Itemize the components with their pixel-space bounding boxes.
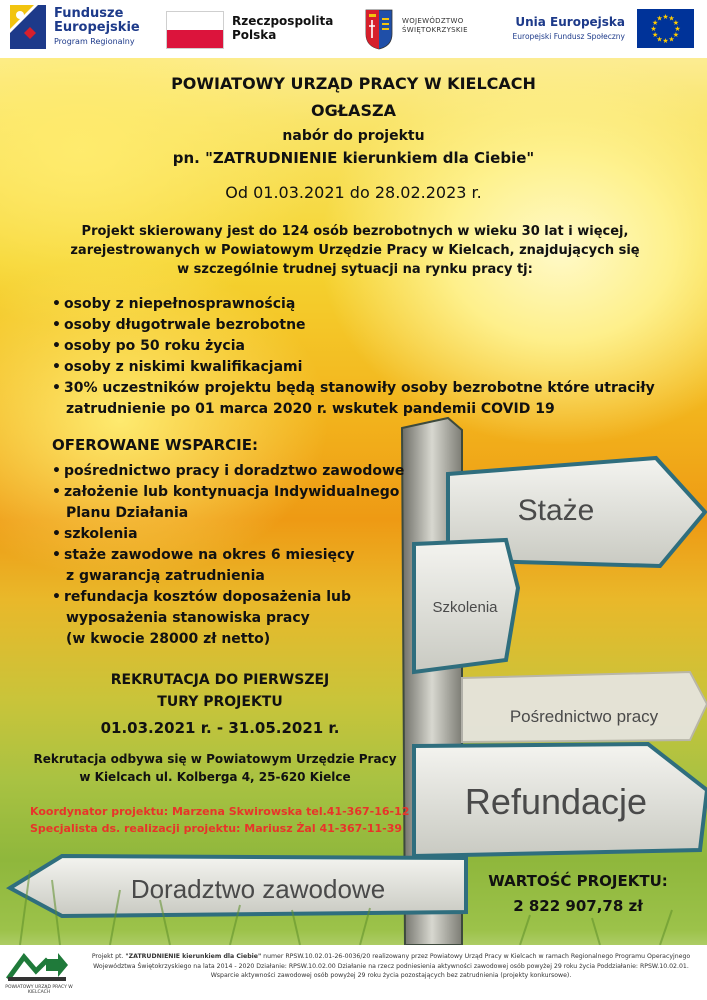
fe-line2: Europejskie: [54, 20, 140, 35]
recruitment-heading-line2: TURY PROJEKTU: [157, 694, 283, 710]
footer-line3: Wsparcie aktywności zawodowej osób powyżej 29 roku życia pozostających bez zatrudnienia (projekty konkursowe).: [210, 972, 572, 979]
list-item: • osoby długotrwale bezrobotne: [52, 315, 655, 336]
sign-doradztwo: [10, 856, 466, 916]
footer-bar: [0, 945, 707, 1000]
list-item: • 30% uczestników projektu będą stanowiły osoby bezrobotne które utraciły: [52, 378, 655, 399]
list-item: • osoby z niepełnosprawnością: [52, 294, 655, 315]
sign-refundacje-label: Refundacje: [464, 781, 648, 822]
target-groups-list: [52, 294, 655, 420]
eu-star-icon: ★: [662, 37, 669, 45]
address-line2: w Kielcach ul. Kolberga 4, 25-620 Kielce: [79, 770, 351, 784]
footer-line1-c: numer RPSW.10.02.01-26-0036/20 realizowany przez Powiatowy Urząd Pracy w Kielcach w ramach Regionalnego Programu Operacyjnego: [261, 953, 691, 960]
fe-line1: Fundusze: [54, 6, 124, 21]
footer-note: [82, 952, 700, 981]
intro-line2: zarejestrowanych w Powiatowym Urzędzie Pracy w Kielcach, znajdujących się: [70, 243, 640, 258]
project-value-amount: 2 822 907,78 zł: [513, 897, 643, 915]
sign-posrednictwo-label: Pośrednictwo pracy: [509, 707, 659, 726]
support-list: [52, 461, 404, 650]
address-line1: Rekrutacja odbywa się w Powiatowym Urzędzie Pracy: [33, 752, 397, 766]
list-item: • szkolenia: [52, 524, 404, 545]
sign-szkolenia: [414, 540, 518, 672]
sign-staze-label: Staże: [517, 494, 595, 527]
rp-line1: Rzeczpospolita: [232, 14, 334, 28]
list-item: • założenie lub kontynuacja Indywidualnego: [52, 482, 404, 503]
eu-star-icon: ★: [650, 25, 657, 33]
eu-star-icon: ★: [651, 19, 659, 27]
list-item: • osoby po 50 roku życia: [52, 336, 655, 357]
footer-line1-a: Projekt pt.: [91, 953, 126, 960]
announces-title: OGŁASZA: [311, 101, 396, 120]
eu-star-icon: ★: [672, 31, 680, 39]
list-item-continuation: Planu Działania: [66, 505, 189, 521]
coordinator-contact: Koordynator projektu: Marzena Skwirowska tel.41-367-16-12: [30, 805, 410, 818]
eu-star-icon: ★: [656, 35, 663, 44]
eu-star-icon: ★: [656, 14, 663, 23]
eu-star-icon: ★: [672, 19, 680, 27]
project-name: pn. "ZATRUDNIENIE kierunkiem dla Ciebie": [172, 149, 535, 167]
specialist-contact: Specjalista ds. realizacji projektu: Mariusz Żal 41-367-11-39: [30, 822, 403, 835]
list-item: • pośrednictwo pracy i doradztwo zawodowe: [52, 461, 404, 482]
list-item: • refundacja kosztów doposażenia lub: [52, 587, 404, 608]
intro-line1: Projekt skierowany jest do 124 osób bezrobotnych w wieku 30 lat i więcej,: [81, 224, 629, 239]
list-item-continuation: zatrudnienie po 01 marca 2020 r. wskutek pandemii COVID 19: [66, 401, 555, 417]
sign-szkolenia-label: Szkolenia: [432, 599, 498, 616]
sign-posrednictwo: [462, 672, 707, 742]
footer-line1-b: "ZATRUDNIENIE kierunkiem dla Ciebie": [125, 953, 262, 960]
footer-line1: [82, 952, 700, 962]
fe-subtitle: Program Regionalny: [54, 37, 135, 46]
project-value-label: WARTOŚĆ PROJEKTU:: [488, 872, 668, 890]
eu-star-icon: ★: [668, 35, 675, 44]
list-item: • staże zawodowe na okres 6 miesięcy: [52, 545, 404, 566]
sign-doradztwo-label: Doradztwo zawodowe: [130, 874, 386, 904]
woj-line1: WOJEWÓDZTWO: [402, 17, 464, 25]
intro-line3: w szczególnie trudnej sytuacji na rynku pracy tj:: [177, 262, 533, 277]
pup-kielce-logo-icon: [6, 949, 68, 983]
eu-star-icon: ★: [668, 14, 675, 23]
recruitment-address: [10, 750, 420, 786]
project-dates: Od 01.03.2021 do 28.02.2023 r.: [225, 183, 482, 202]
project-intro: [40, 222, 670, 279]
recruitment-subtitle: nabór do projektu: [282, 128, 425, 144]
list-item: • osoby z niskimi kwalifikacjami: [52, 357, 655, 378]
pup-label: POWIATOWY URZĄD PRACY W KIELCACH: [5, 985, 73, 995]
support-heading: OFEROWANE WSPARCIE:: [52, 436, 259, 454]
eu-star-icon: ★: [674, 25, 681, 33]
footer-line2: Województwa Świętokrzyskiego na lata 2014 - 2020 Działanie: RPSW.10.02.00 Działanie na rzecz podniesienia aktywności zawodowej osób powyżej 29 roku życia Poddziałanie: RPSW.10.02.01.: [93, 962, 689, 970]
list-item-continuation: (w kwocie 28000 zł netto): [66, 631, 271, 647]
list-item-continuation: z gwarancją zatrudnienia: [66, 568, 265, 584]
rp-line2: Polska: [232, 28, 277, 42]
eu-star-icon: ★: [651, 31, 659, 39]
sign-refundacje: [414, 744, 707, 856]
list-item-continuation: wyposażenia stanowiska pracy: [66, 610, 310, 626]
eu-star-icon: ★: [662, 13, 669, 21]
ue-title: Unia Europejska: [515, 15, 625, 29]
recruitment-heading-line1: REKRUTACJA DO PIERWSZEJ: [110, 672, 330, 688]
woj-line2: ŚWIĘTOKRZYSKIE: [402, 26, 468, 34]
ue-subtitle: Europejski Fundusz Społeczny: [512, 32, 625, 41]
recruitment-dates: 01.03.2021 r. - 31.05.2021 r.: [100, 719, 340, 737]
office-title: POWIATOWY URZĄD PRACY W KIELCACH: [171, 74, 536, 93]
